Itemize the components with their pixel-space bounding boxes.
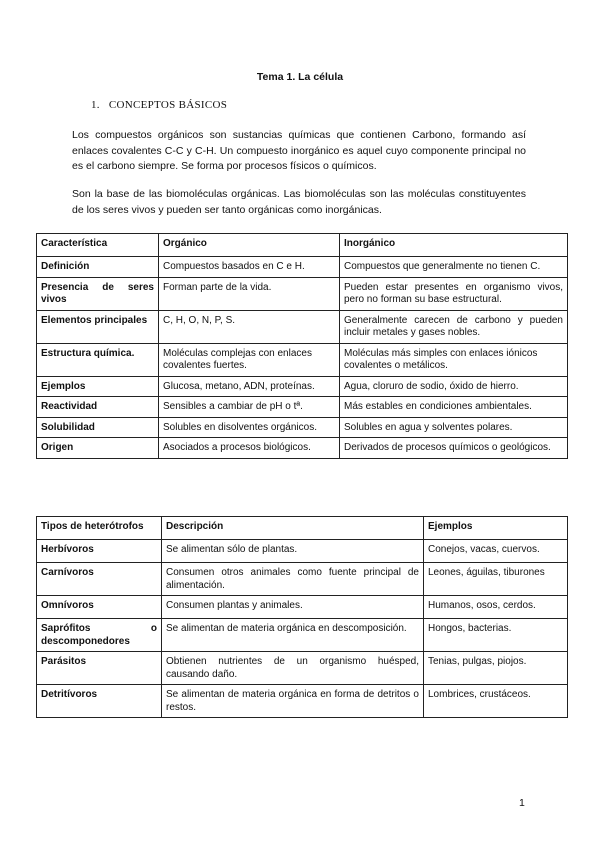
row-label: Elementos principales (37, 310, 159, 343)
row-label: Origen (37, 438, 159, 459)
table-header-row (37, 234, 568, 257)
table-row (37, 376, 568, 397)
header-cell: Ejemplos (424, 517, 568, 540)
paragraph-2: Son la base de las biomoléculas orgánicas. Las biomoléculas son las moléculas constituyentes de los seres vivos y pueden ser tanto orgánicas como inorgánicas. (72, 188, 526, 216)
table-row (37, 685, 568, 718)
page-title: Tema 1. La célula (256, 71, 344, 83)
table-cell: Conejos, vacas, cuervos. (424, 540, 568, 563)
row-label: Reactividad (37, 397, 159, 418)
row-label: Parásitos (37, 652, 162, 685)
table-row (37, 619, 568, 652)
table-row (37, 438, 568, 459)
row-label: Solubilidad (37, 417, 159, 438)
row-label: Herbívoros (37, 540, 162, 563)
table-cell: Se alimentan de materia orgánica en forma de detritos o restos. (162, 685, 424, 718)
table-cell: Sensibles a cambiar de pH o tª. (159, 397, 340, 418)
table-cell: Solubles en disolventes orgánicos. (159, 417, 340, 438)
table-cell: Moléculas más simples con enlaces iónicos covalentes o metálicos. (340, 343, 568, 376)
table-cell: Obtienen nutrientes de un organismo huésped, causando daño. (162, 652, 424, 685)
table-cell: Agua, cloruro de sodio, óxido de hierro. (340, 376, 568, 397)
table-cell: Derivados de procesos químicos o geológicos. (340, 438, 568, 459)
table-row (37, 310, 568, 343)
table-row (37, 540, 568, 563)
comparison-table (36, 233, 568, 459)
row-label: Omnívoros (37, 596, 162, 619)
header-cell: Descripción (162, 517, 424, 540)
row-label: Definición (37, 257, 159, 278)
table-cell: Se alimentan de materia orgánica en descomposición. (162, 619, 424, 652)
table-cell: Asociados a procesos biológicos. (159, 438, 340, 459)
header-cell: Inorgánico (340, 234, 568, 257)
page-number: 1 (519, 797, 525, 809)
heterotrophs-table (36, 516, 568, 718)
header-cell: Característica (37, 234, 159, 257)
table-cell: Generalmente carecen de carbono y pueden incluir metales y gases nobles. (340, 310, 568, 343)
table-cell: Más estables en condiciones ambientales. (340, 397, 568, 418)
table-cell: Moléculas complejas con enlaces covalentes fuertes. (159, 343, 340, 376)
table-cell: Pueden estar presentes en organismo vivos, pero no forman su base estructural. (340, 277, 568, 310)
section-heading (91, 99, 227, 111)
table-cell: Lombrices, crustáceos. (424, 685, 568, 718)
table-cell: Consumen plantas y animales. (162, 596, 424, 619)
row-label: Estructura química. (37, 343, 159, 376)
table-cell: Glucosa, metano, ADN, proteínas. (159, 376, 340, 397)
table-cell: Compuestos basados en C e H. (159, 257, 340, 278)
table-header-row (37, 517, 568, 540)
table-cell: Se alimentan sólo de plantas. (162, 540, 424, 563)
table-row (37, 563, 568, 596)
table-cell: Tenias, pulgas, piojos. (424, 652, 568, 685)
table-row (37, 257, 568, 278)
table-cell: Humanos, osos, cerdos. (424, 596, 568, 619)
row-label: Ejemplos (37, 376, 159, 397)
row-label: Carnívoros (37, 563, 162, 596)
table-cell: Consumen otros animales como fuente principal de alimentación. (162, 563, 424, 596)
table-row (37, 596, 568, 619)
table-row (37, 277, 568, 310)
section-number: 1. (91, 99, 100, 111)
table-row (37, 417, 568, 438)
table-cell: Compuestos que generalmente no tienen C. (340, 257, 568, 278)
table-cell: Leones, águilas, tiburones (424, 563, 568, 596)
table-row (37, 652, 568, 685)
row-label: Presencia de seres vivos (37, 277, 159, 310)
table-row (37, 343, 568, 376)
table-cell: Hongos, bacterias. (424, 619, 568, 652)
row-label: Detritívoros (37, 685, 162, 718)
table-cell: C, H, O, N, P, S. (159, 310, 340, 343)
header-cell: Tipos de heterótrofos (37, 517, 162, 540)
section-title: CONCEPTOS BÁSICOS (108, 99, 228, 111)
table-cell: Solubles en agua y solventes polares. (340, 417, 568, 438)
paragraph-1: Los compuestos orgánicos son sustancias químicas que contienen Carbono, formando así enlaces covalentes C-C y C-H. Un compuesto inorgánico es aquel cuyo componente principal no es el carbono siempre. Se forma por procesos físicos o químicos. (72, 129, 526, 172)
header-cell: Orgánico (159, 234, 340, 257)
table-cell: Forman parte de la vida. (159, 277, 340, 310)
table-row (37, 397, 568, 418)
row-label: Saprófitos o descomponedores (37, 619, 162, 652)
